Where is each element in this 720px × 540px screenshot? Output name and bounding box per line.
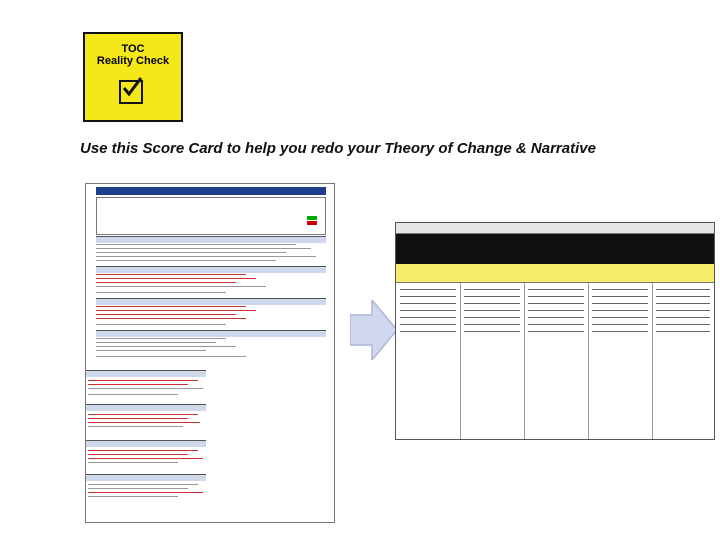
score-card-section	[86, 440, 206, 447]
score-card-section	[86, 370, 206, 377]
score-card-section	[86, 474, 206, 481]
grid-column	[396, 223, 461, 439]
score-card-section	[96, 330, 326, 337]
toc-reality-check-badge	[83, 32, 183, 122]
grid-column	[460, 223, 525, 439]
grid-column	[652, 223, 714, 439]
score-card-summary-box	[96, 197, 326, 235]
score-card-section	[96, 298, 326, 305]
score-card-section	[96, 236, 326, 243]
badge-title: TOC	[121, 43, 145, 55]
arrow-right-icon	[350, 300, 398, 360]
score-card-section	[96, 266, 326, 273]
score-card-thumbnail	[85, 183, 335, 523]
score-card-header	[96, 187, 326, 195]
page-subtitle: Use this Score Card to help you redo your Theory of Change & Narrative	[80, 140, 596, 157]
grid-column	[524, 223, 589, 439]
score-card-section	[86, 404, 206, 411]
checkbox-check-icon	[119, 80, 143, 104]
badge-subtitle: Reality Check	[96, 55, 170, 67]
grid-column	[588, 223, 653, 439]
theory-of-change-grid-thumbnail	[395, 222, 715, 440]
